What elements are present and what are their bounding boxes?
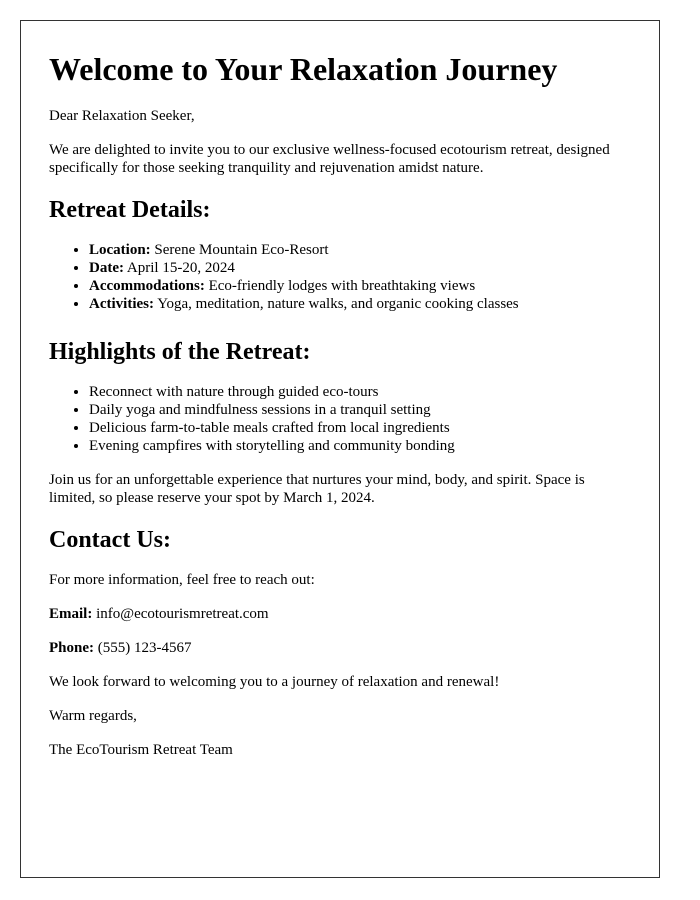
highlights-heading: Highlights of the Retreat:: [49, 339, 311, 365]
detail-value: Yoga, meditation, nature walks, and organic cooking classes: [157, 296, 519, 312]
letter-title: Welcome to Your Relaxation Journey: [49, 51, 558, 87]
detail-item-date: [89, 259, 631, 277]
closing-line: We look forward to welcoming you to a journey of relaxation and renewal!: [49, 674, 500, 690]
greeting: Dear Relaxation Seeker,: [49, 108, 195, 124]
contact-heading: Contact Us:: [49, 527, 171, 553]
letter-container: [20, 20, 660, 878]
highlight-item: • Evening campfires with storytelling and community bonding: [89, 437, 631, 455]
email-label: Email:: [49, 606, 93, 622]
signature: The EcoTourism Retreat Team: [49, 742, 233, 758]
detail-label: Date:: [89, 260, 124, 276]
phone-number: (555) 123-4567: [97, 640, 192, 656]
highlight-item: • Delicious farm-to-table meals crafted from local ingredients: [89, 419, 631, 437]
detail-item-location: [89, 241, 631, 259]
retreat-details-heading: Retreat Details:: [49, 197, 211, 223]
detail-value: April 15-20, 2024: [126, 260, 235, 276]
detail-item-accommodations: [89, 277, 631, 295]
highlights-list: [49, 383, 631, 455]
detail-value: Eco-friendly lodges with breathtaking views: [208, 278, 476, 294]
join-paragraph: Join us for an unforgettable experience that nurtures your mind, body, and spirit. Space is limited, so please reserve your spot by March 1, 2024.: [49, 472, 585, 506]
detail-label: Activities:: [89, 296, 154, 312]
email-address: info@ecotourismretreat.com: [96, 606, 269, 622]
detail-item-activities: [89, 295, 631, 313]
contact-intro: For more information, feel free to reach out:: [49, 572, 315, 588]
phone-label: Phone:: [49, 640, 94, 656]
retreat-details-list: [49, 241, 631, 313]
highlight-item: • Reconnect with nature through guided eco-tours: [89, 383, 631, 401]
contact-email-line: [49, 605, 631, 623]
highlight-item: • Daily yoga and mindfulness sessions in a tranquil setting: [89, 401, 631, 419]
detail-value: Serene Mountain Eco-Resort: [154, 242, 329, 258]
detail-label: Accommodations:: [89, 278, 205, 294]
signoff: Warm regards,: [49, 708, 137, 724]
intro-paragraph: We are delighted to invite you to our exclusive wellness-focused ecotourism retreat, designed specifically for those seeking tranquility and rejuvenation amidst nature.: [49, 142, 610, 176]
contact-phone-line: [49, 639, 631, 657]
detail-label: Location:: [89, 242, 151, 258]
